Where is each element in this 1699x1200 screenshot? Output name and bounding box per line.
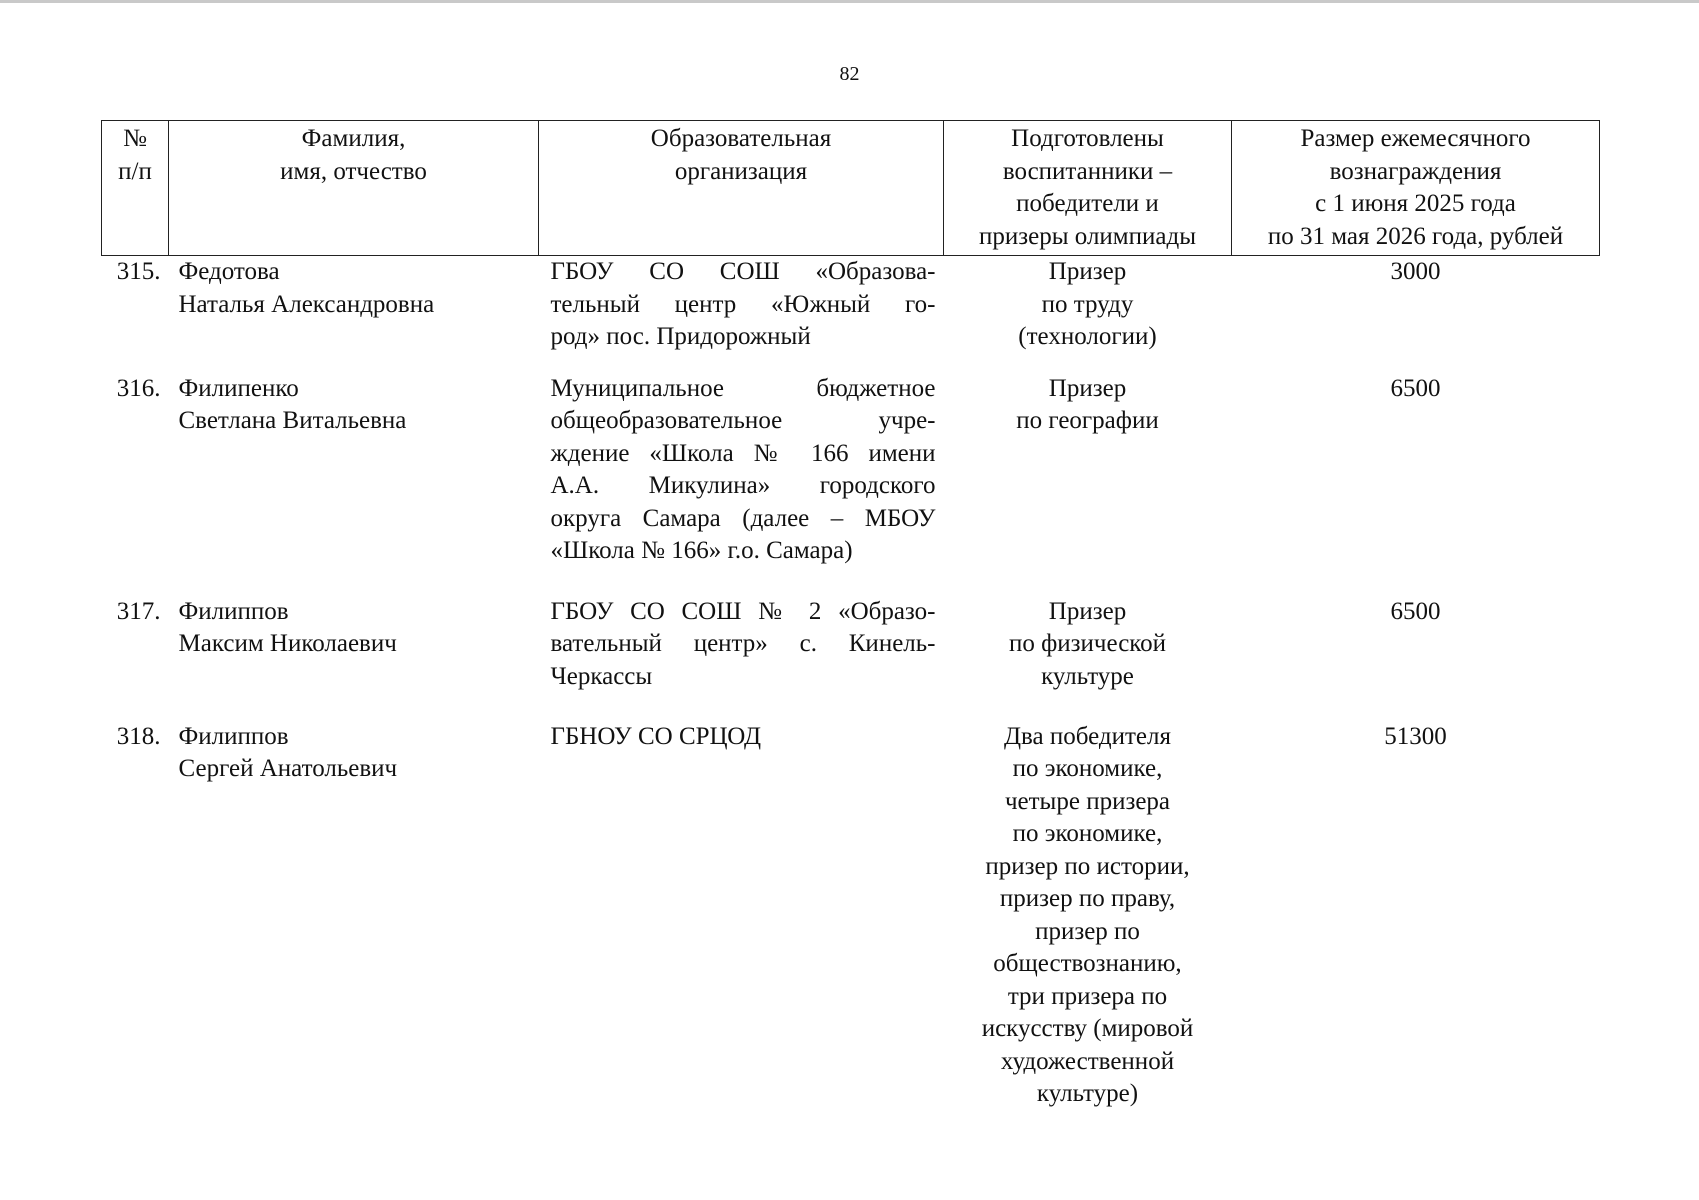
- row-amount: 6500: [1390, 374, 1441, 402]
- org-line: тельный центр «Южный го-: [550, 290, 936, 318]
- row-award: Призер по труду (технологии): [1018, 258, 1157, 350]
- row-number: 315.: [116, 258, 161, 285]
- row-full-name: Филипенко Светлана Витальевна: [178, 374, 407, 434]
- row-full-name: Филиппов Сергей Анатольевич: [178, 722, 398, 782]
- org-line: ГБОУ СО СОШ № 2 «Образо-: [550, 597, 936, 625]
- org-line: Муниципальное бюджетное: [550, 374, 936, 402]
- page-number: 82: [839, 63, 860, 85]
- row-organization: [539, 256, 944, 373]
- org-line: род» пос. Придорожный: [550, 323, 811, 350]
- org-line: Черкассы: [550, 662, 653, 690]
- org-line: округа Самара (далее – МБОУ: [550, 504, 936, 532]
- org-line: вательный центр» с. Кинель-: [550, 630, 936, 657]
- row-award: Призер по географии: [1016, 374, 1159, 434]
- table-body: [102, 256, 1600, 1111]
- row-amount: 3000: [1390, 258, 1441, 285]
- row-number: 317.: [116, 597, 161, 625]
- table-row: [102, 256, 1600, 373]
- row-organization: [539, 596, 944, 721]
- awards-table: [101, 120, 1600, 1111]
- org-line: общеобразовательное учре-: [550, 407, 936, 434]
- table-header-row: [102, 121, 1600, 256]
- row-number: 316.: [116, 374, 161, 402]
- header-number: № п/п: [102, 121, 169, 256]
- header-organization: Образовательная организация: [539, 121, 944, 256]
- row-amount: 51300: [1384, 722, 1447, 750]
- row-number: 318.: [116, 722, 161, 750]
- org-line: ГБНОУ СО СРЦОД: [550, 722, 762, 750]
- row-award: Два победителя по экономике, четыре призера по экономике, призер по истории, призер по праву, призер по обществознанию, три призера по искусству (мировой художественной культуре): [981, 722, 1194, 1107]
- org-line: ГБОУ СО СОШ «Образова-: [550, 258, 936, 285]
- org-line: ждение «Школа № 166 имени: [550, 439, 936, 467]
- row-amount: 6500: [1390, 597, 1441, 625]
- header-reward-amount: Размер ежемесячного вознаграждения с 1 июня 2025 года по 31 мая 2026 года, рублей: [1232, 121, 1600, 256]
- row-award: Призер по физической культуре: [1008, 597, 1167, 690]
- org-line: А.А. Микулина» городского: [550, 472, 936, 499]
- header-prepared-winners: Подготовлены воспитанники – победители и призеры олимпиады: [944, 121, 1232, 256]
- table-row: [102, 721, 1600, 1111]
- table-row: [102, 373, 1600, 596]
- row-organization: [539, 721, 944, 1111]
- org-line: «Школа № 166» г.о. Самара): [550, 537, 853, 564]
- scan-top-edge: [0, 0, 1699, 3]
- row-full-name: Филиппов Максим Николаевич: [178, 597, 397, 657]
- table-row: [102, 596, 1600, 721]
- row-full-name: Федотова Наталья Александровна: [178, 258, 435, 318]
- header-full-name: Фамилия, имя, отчество: [169, 121, 539, 256]
- row-organization: [539, 373, 944, 596]
